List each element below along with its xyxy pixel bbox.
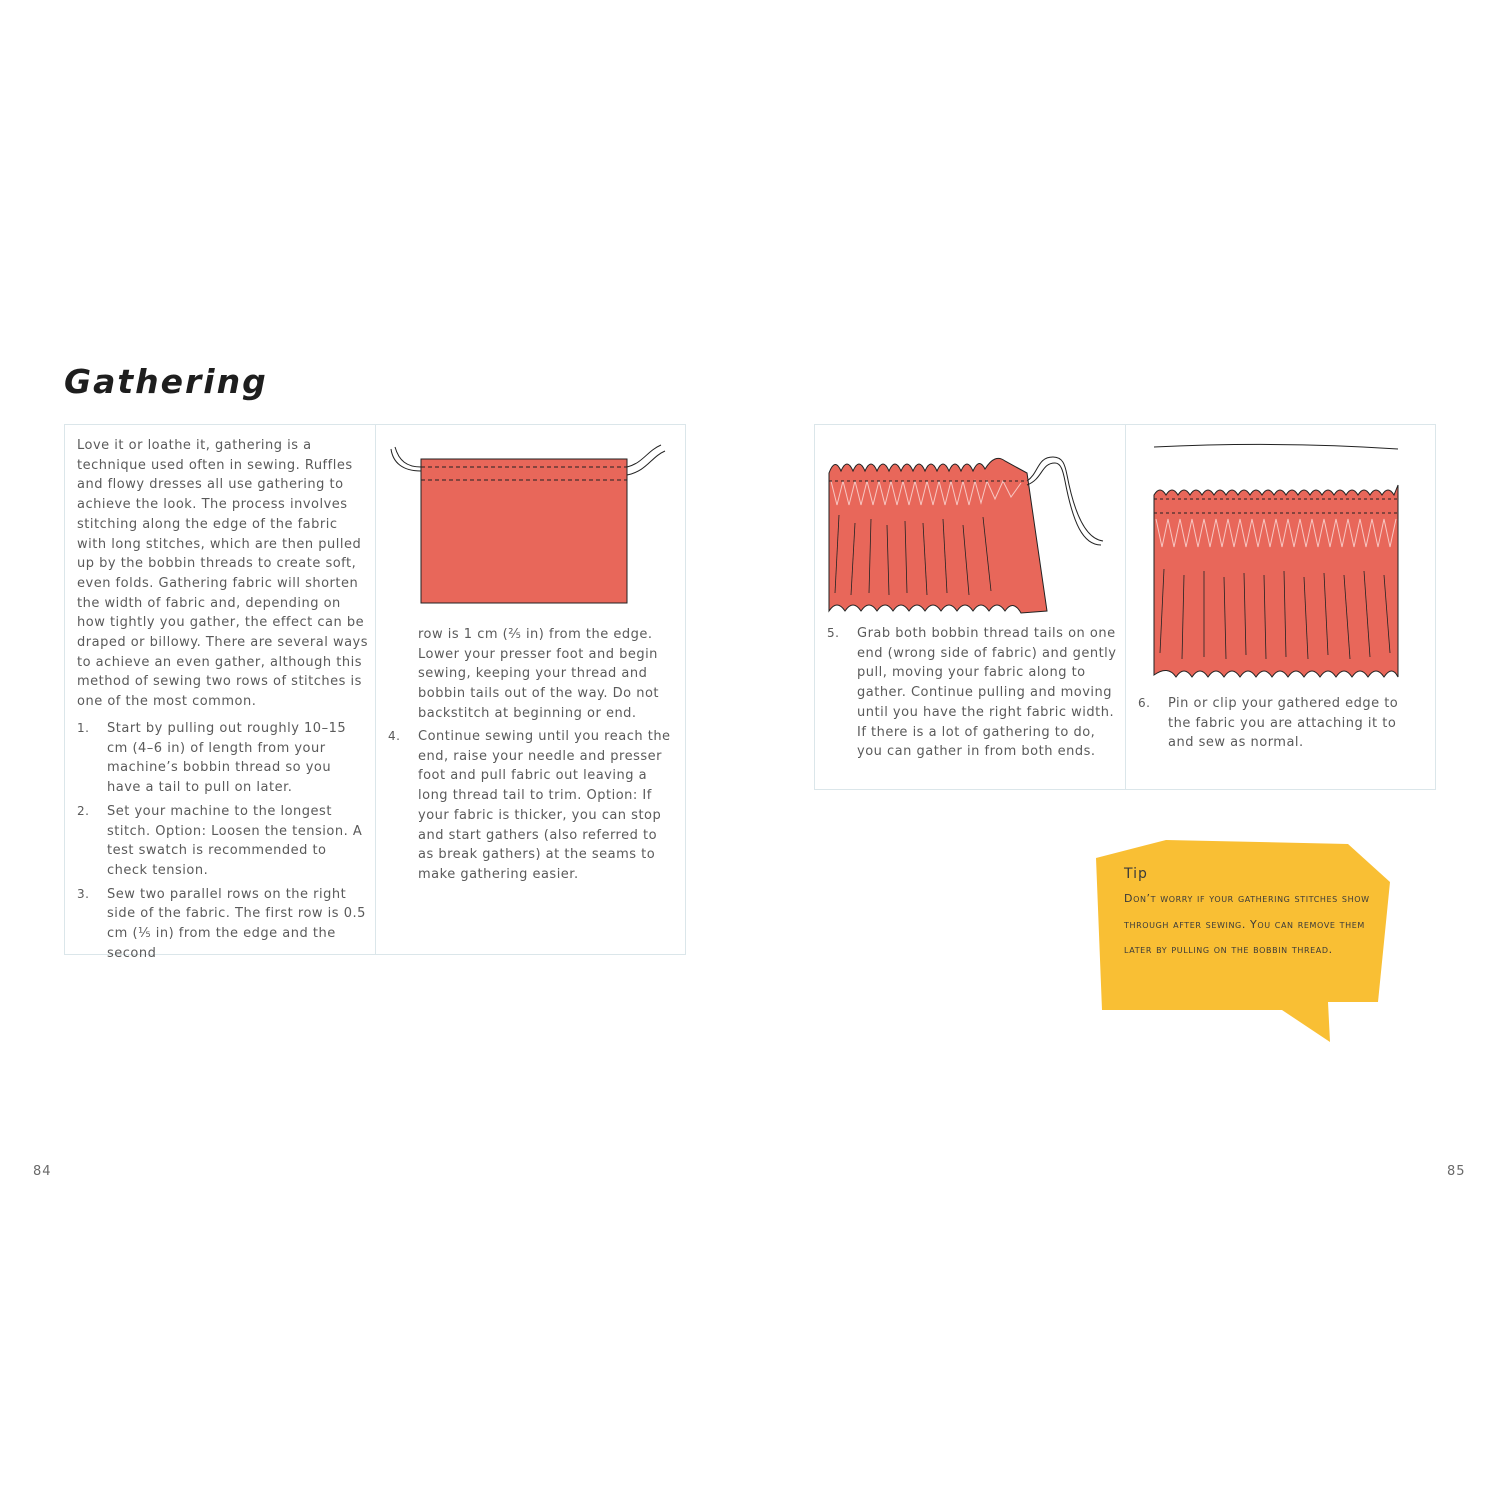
tip-body: Don’t worry if your gathering stitches show through after sewing. You can remove them later by pulling on the bobbin thread.: [1124, 892, 1370, 957]
step-number: 5.: [827, 626, 840, 640]
step-3-continued: row is 1 cm (⅖ in) from the edge. Lower your presser foot and begin sewing, keeping your thread and bobbin tails out of the way. Do not backstitch at beginning or end.: [418, 627, 660, 721]
page-number-left: 84: [33, 1164, 52, 1179]
step-number: 6.: [1138, 696, 1151, 710]
step-4: [388, 727, 673, 885]
steps-list-middle: [388, 727, 673, 889]
steps-list-right-b: [1138, 694, 1418, 757]
step-2: [77, 802, 369, 881]
step-text: Start by pulling out roughly 10–15 cm (4–6 in) of length from your machine’s bobbin thread so you have a tail to pull on later.: [107, 721, 347, 796]
page-title: Gathering: [64, 362, 268, 401]
tip-title: Tip: [1124, 866, 1148, 882]
step-text: Sew two parallel rows on the right side of the fabric. The first row is 0.5 cm (⅕ in) from the edge and the second: [107, 886, 366, 961]
tip-callout: [1094, 838, 1394, 1048]
steps-list-left: [77, 719, 369, 967]
column-divider: [375, 425, 376, 954]
step-3: [77, 885, 369, 964]
step-5: [827, 624, 1117, 762]
tip-content: [1124, 866, 1384, 963]
flat-fabric-illustration: [385, 437, 685, 622]
step-number: 1.: [77, 721, 90, 735]
left-instruction-panel: [64, 424, 686, 961]
step-text: Continue sewing until you reach the end, raise your needle and presser foot and pull fabric out leaving a long thread tail to trim. Option: If your fabric is thicker, you can stop and start gathers (also referred to as break gathers) at the seams to make gathering easier.: [418, 729, 671, 882]
page-number-right: 85: [1447, 1164, 1466, 1179]
gathered-fabric-illustration: [1140, 439, 1430, 694]
step-6: [1138, 694, 1418, 753]
step-text: Set your machine to the longest stitch. Option: Loosen the tension. A test swatch is recommended to check tension.: [107, 803, 363, 878]
step-text: Grab both bobbin thread tails on one end (wrong side of fabric) and gently pull, moving your fabric along to gather. Continue pulling and moving until you have the right fabric width. If there is a lot of gathering to do, you can gather in from both ends.: [857, 626, 1117, 760]
intro-paragraph: Love it or loathe it, gathering is a technique used often in sewing. Ruffles and flowy dresses all use gathering to achieve the look. The process involves stitching along the edge of the fabric with long stitches, which are then pulled up by the bobbin threads to create soft, even folds. Gathering fabric will shorten the width of fabric and, depending on how tightly you gather, the effect can be draped or billowy. There are several ways to achieve an even gather, although this method of sewing two rows of stitches is one of the most common.: [77, 438, 369, 710]
step-number: 4.: [388, 729, 401, 743]
column-divider: [1125, 425, 1126, 789]
right-instruction-panel: [814, 424, 1436, 790]
steps-list-right-a: [827, 624, 1117, 766]
step-1: [77, 719, 369, 798]
step-number: 2.: [77, 803, 90, 818]
step-text: Pin or clip your gathered edge to the fabric you are attaching it to and sew as normal.: [1168, 696, 1399, 751]
step-number: 3.: [77, 886, 90, 901]
partially-gathered-fabric-illustration: [825, 453, 1115, 618]
